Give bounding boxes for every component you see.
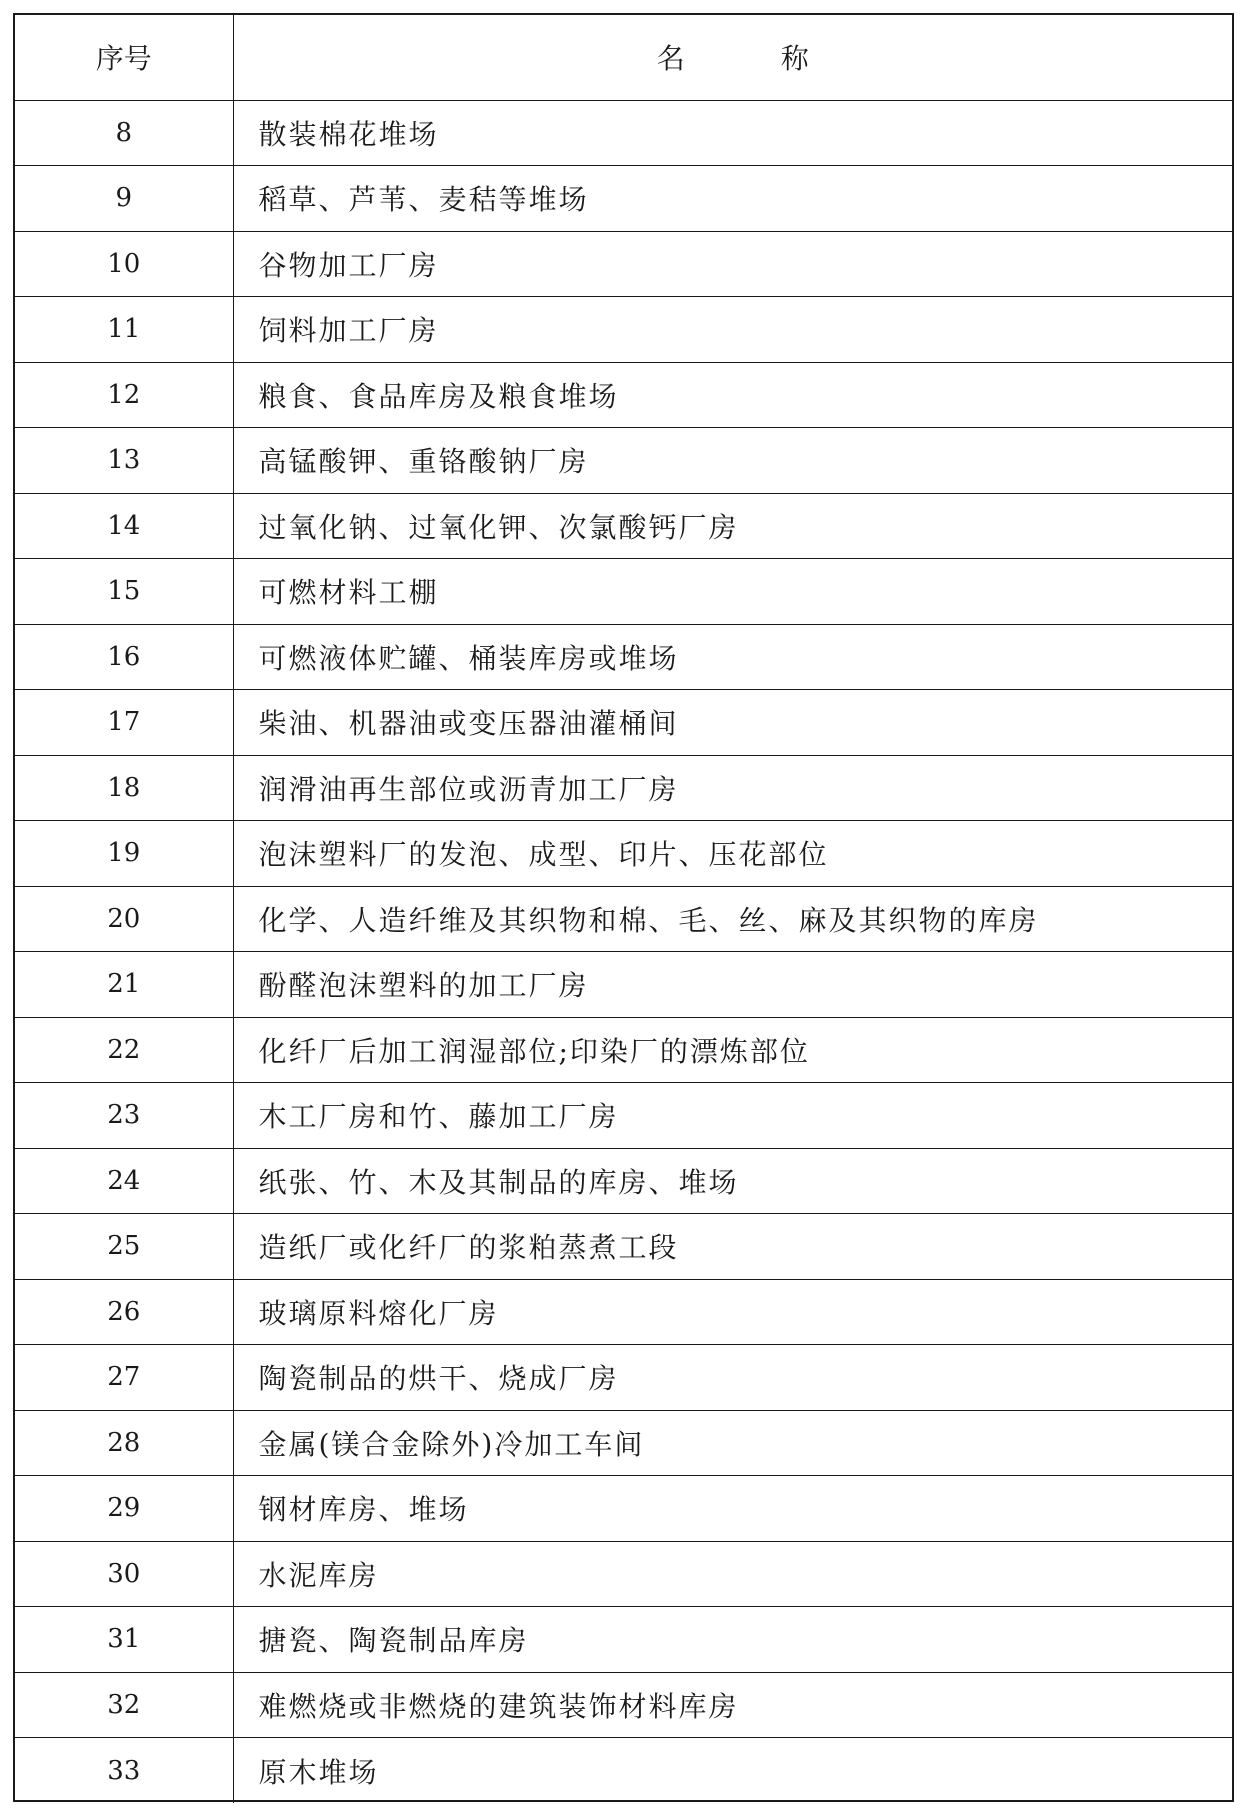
row-name: 金属(镁合金除外)冷加工车间 — [233, 1410, 1232, 1476]
table-row — [15, 821, 1232, 887]
row-number: 27 — [15, 1345, 233, 1411]
row-number: 18 — [15, 755, 233, 821]
row-name: 谷物加工厂房 — [233, 231, 1232, 297]
table-row — [15, 755, 1232, 821]
row-number: 11 — [15, 297, 233, 363]
table-body — [15, 100, 1232, 1803]
row-name: 木工厂房和竹、藤加工厂房 — [233, 1083, 1232, 1149]
row-number: 28 — [15, 1410, 233, 1476]
row-number: 21 — [15, 952, 233, 1018]
table-row — [15, 1672, 1232, 1738]
row-number: 25 — [15, 1214, 233, 1280]
row-number: 23 — [15, 1083, 233, 1149]
row-name: 粮食、食品库房及粮食堆场 — [233, 362, 1232, 428]
row-name: 造纸厂或化纤厂的浆粕蒸煮工段 — [233, 1214, 1232, 1280]
row-number: 13 — [15, 428, 233, 494]
row-name: 过氧化钠、过氧化钾、次氯酸钙厂房 — [233, 493, 1232, 559]
table-row — [15, 362, 1232, 428]
table-row — [15, 100, 1232, 166]
table-row — [15, 559, 1232, 625]
row-number: 26 — [15, 1279, 233, 1345]
row-number: 31 — [15, 1607, 233, 1673]
header-name-label: 名称 — [656, 42, 905, 76]
row-number: 30 — [15, 1541, 233, 1607]
row-number: 15 — [15, 559, 233, 625]
row-name: 水泥库房 — [233, 1541, 1232, 1607]
table-row — [15, 1083, 1232, 1149]
row-number: 8 — [15, 100, 233, 166]
row-name: 化学、人造纤维及其织物和棉、毛、丝、麻及其织物的库房 — [233, 886, 1232, 952]
table-row — [15, 886, 1232, 952]
row-name: 饲料加工厂房 — [233, 297, 1232, 363]
table-header-row — [15, 15, 1232, 100]
table-row — [15, 493, 1232, 559]
row-name: 纸张、竹、木及其制品的库房、堆场 — [233, 1148, 1232, 1214]
table-row — [15, 952, 1232, 1018]
table-row — [15, 231, 1232, 297]
row-name: 可燃材料工棚 — [233, 559, 1232, 625]
table-row — [15, 1607, 1232, 1673]
row-name: 难燃烧或非燃烧的建筑装饰材料库房 — [233, 1672, 1232, 1738]
row-name: 稻草、芦苇、麦秸等堆场 — [233, 166, 1232, 232]
row-name: 柴油、机器油或变压器油灌桶间 — [233, 690, 1232, 756]
table-row — [15, 428, 1232, 494]
table-row — [15, 1476, 1232, 1542]
row-number: 10 — [15, 231, 233, 297]
table-row — [15, 624, 1232, 690]
row-name: 陶瓷制品的烘干、烧成厂房 — [233, 1345, 1232, 1411]
table-row — [15, 297, 1232, 363]
header-no: 序号 — [15, 15, 233, 100]
row-name: 搪瓷、陶瓷制品库房 — [233, 1607, 1232, 1673]
table-row — [15, 690, 1232, 756]
row-name: 可燃液体贮罐、桶装库房或堆场 — [233, 624, 1232, 690]
row-name: 泡沫塑料厂的发泡、成型、印片、压花部位 — [233, 821, 1232, 887]
table-row — [15, 1279, 1232, 1345]
table-container — [13, 13, 1234, 1802]
row-name: 高锰酸钾、重铬酸钠厂房 — [233, 428, 1232, 494]
table-row — [15, 1410, 1232, 1476]
row-name: 钢材库房、堆场 — [233, 1476, 1232, 1542]
row-number: 19 — [15, 821, 233, 887]
row-number: 32 — [15, 1672, 233, 1738]
table-row — [15, 1738, 1232, 1804]
table-row — [15, 1345, 1232, 1411]
table-row — [15, 166, 1232, 232]
row-number: 17 — [15, 690, 233, 756]
row-name: 酚醛泡沫塑料的加工厂房 — [233, 952, 1232, 1018]
row-name: 原木堆场 — [233, 1738, 1232, 1804]
table-row — [15, 1017, 1232, 1083]
row-number: 29 — [15, 1476, 233, 1542]
table-row — [15, 1541, 1232, 1607]
header-name — [233, 15, 1232, 100]
data-table — [15, 15, 1232, 1803]
row-name: 玻璃原料熔化厂房 — [233, 1279, 1232, 1345]
table-row — [15, 1214, 1232, 1280]
row-name: 化纤厂后加工润湿部位;印染厂的漂炼部位 — [233, 1017, 1232, 1083]
row-name: 润滑油再生部位或沥青加工厂房 — [233, 755, 1232, 821]
row-number: 16 — [15, 624, 233, 690]
row-number: 14 — [15, 493, 233, 559]
row-name: 散装棉花堆场 — [233, 100, 1232, 166]
row-number: 24 — [15, 1148, 233, 1214]
table-row — [15, 1148, 1232, 1214]
row-number: 12 — [15, 362, 233, 428]
row-number: 20 — [15, 886, 233, 952]
row-number: 33 — [15, 1738, 233, 1804]
row-number: 22 — [15, 1017, 233, 1083]
row-number: 9 — [15, 166, 233, 232]
